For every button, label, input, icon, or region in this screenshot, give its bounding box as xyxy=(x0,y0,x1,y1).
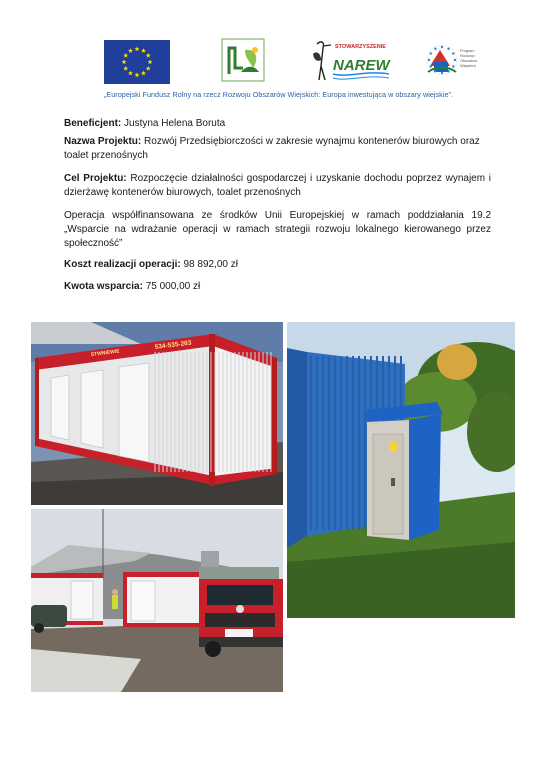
svg-text:Rozwoju: Rozwoju xyxy=(460,54,475,58)
eu-flag-icon xyxy=(104,40,170,84)
logo-row xyxy=(0,36,557,86)
svg-text:NAREW: NAREW xyxy=(333,57,390,74)
cost-line xyxy=(64,258,491,272)
support-line xyxy=(64,280,491,294)
svg-text:Obszarów: Obszarów xyxy=(460,59,478,63)
support-label: Kwota wsparcia: xyxy=(64,281,143,292)
container-and-toilet-photo xyxy=(287,322,515,618)
beneficiary-value: Justyna Helena Boruta xyxy=(124,118,226,129)
cofinancing-note: Operacja współfinansowana ze środków Unii Europejskiej w ramach poddziałania 19.2 „Wsparcie na wdrażanie operacji w ramach strategii rozwoju lokalnego kierowanego przez społeczność” xyxy=(64,210,491,249)
beneficiary-label: Beneficjent: xyxy=(64,118,122,129)
svg-text:STWNIEWIE: STWNIEWIE xyxy=(90,348,120,358)
svg-text:Wiejskich: Wiejskich xyxy=(460,64,477,68)
leader-logo-icon xyxy=(221,38,265,82)
beneficiary-line xyxy=(64,117,491,131)
project-name-line xyxy=(64,135,491,163)
prow-logo-icon xyxy=(424,38,486,84)
svg-text:534-535-263: 534-535-263 xyxy=(154,339,192,351)
office-containers-photo xyxy=(31,322,283,505)
svg-text:Program: Program xyxy=(460,49,475,53)
project-goal-value: Rozpoczęcie działalności gospodarczej i uzyskanie dochodu poprzez wynajem i dzierżawę kontenerów biurowych, toalet przenośnych xyxy=(64,173,492,198)
support-value: 75 000,00 zł xyxy=(145,281,201,292)
narew-logo-icon xyxy=(307,36,393,84)
eu-fund-caption: „Europejski Fundusz Rolny na rzecz Rozwoju Obszarów Wiejskich: Europa inwestująca w obszary wiejskie”. xyxy=(103,90,454,99)
project-goal-label: Cel Projektu: xyxy=(64,173,127,184)
cost-label: Koszt realizacji operacji: xyxy=(64,259,181,270)
containers-and-truck-photo xyxy=(31,509,283,692)
svg-text:STOWARZYSZENIE: STOWARZYSZENIE xyxy=(335,44,386,50)
project-goal-line xyxy=(64,172,491,200)
project-name-label: Nazwa Projektu: xyxy=(64,136,142,147)
cost-value: 98 892,00 zł xyxy=(183,259,238,270)
project-name-value: Rozwój Przedsiębiorczości w zakresie wynajmu kontenerów biurowych oraz toalet przenośnych xyxy=(64,136,480,161)
